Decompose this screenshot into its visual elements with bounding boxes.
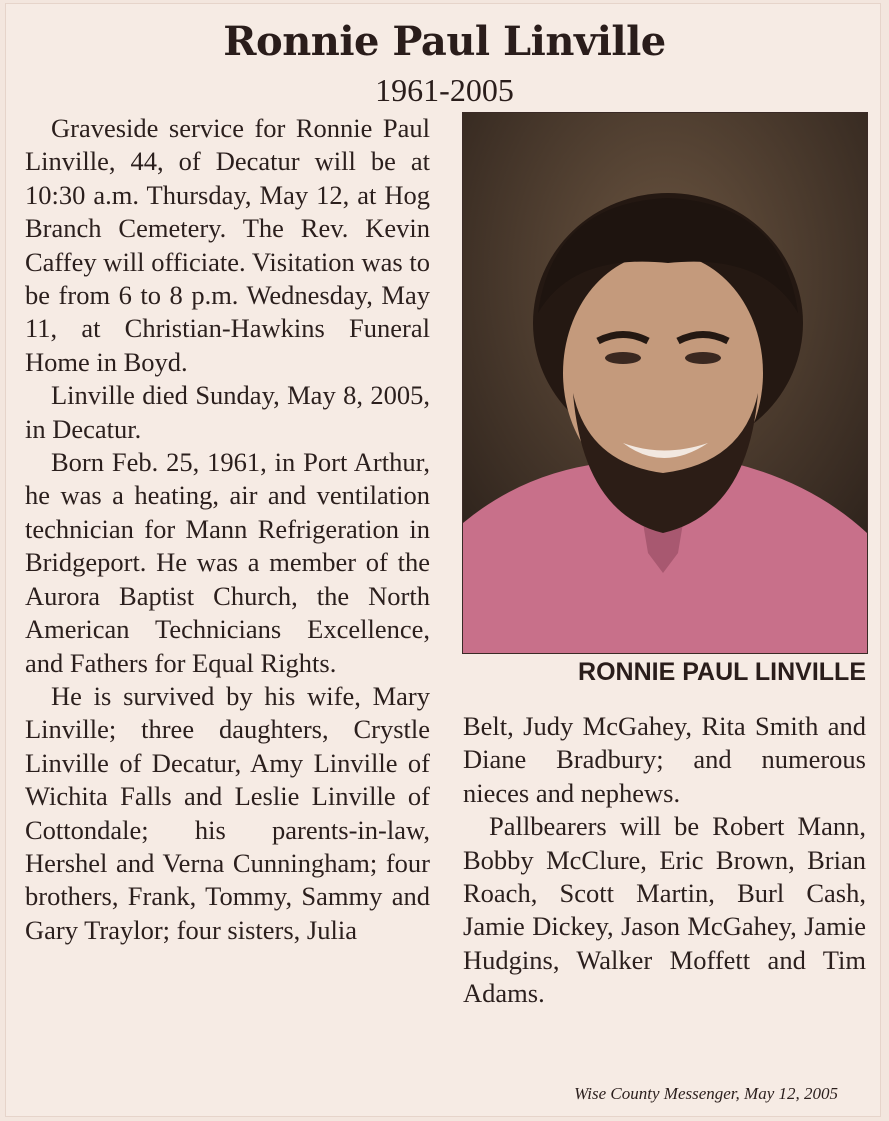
paragraph-death: Linville died Sunday, May 8, 2005, in Decatur. [25,380,430,444]
obituary-title: Ronnie Paul Linville [223,18,666,65]
paragraph-biography: Born Feb. 25, 1961, in Port Arthur, he was a heating, air and ventilation technician for Mann Refrigeration in Bridgeport. He was a member of the Aurora Baptist Church, the North American Technicians Excellence, and Fathers for Equal Rights. [25,447,430,678]
left-column [25,112,430,947]
paragraph-survivors: He is survived by his wife, Mary Linville; three daughters, Crystle Linville of Decatur, Amy Linville of Wichita Falls and Leslie Linville of Cottondale; his parents-in-law, Hershel and Verna Cunningham; four brothers, Frank, Tommy, Sammy and Gary Traylor; four sisters, Julia [25,680,430,945]
paragraph-service: Graveside service for Ronnie Paul Linville, 44, of Decatur will be at 10:30 a.m. Thursday, May 12, at Hog Branch Cemetery. The Rev. Kevin Caffey will officiate. Visitation was to be from 6 to 8 p.m. Wednesday, May 11, at Christian-Hawkins Funeral Home in Boyd. [25,113,430,377]
portrait-illustration [463,113,867,653]
portrait-photo [462,112,868,654]
right-column [463,710,866,1011]
source-credit: Wise County Messenger, May 12, 2005 [574,1084,838,1103]
obituary-years: 1961-2005 [375,72,514,108]
photo-caption: RONNIE PAUL LINVILLE [578,658,866,686]
paragraph-pallbearers: Pallbearers will be Robert Mann, Bobby McClure, Eric Brown, Brian Roach, Scott Martin, Burl Cash, Jamie Dickey, Jason McGahey, Jamie Hudgins, Walker Moffett and Tim Adams. [463,811,866,1009]
paragraph-survivors-continued: Belt, Judy McGahey, Rita Smith and Diane Bradbury; and numerous nieces and nephews. [463,711,866,808]
